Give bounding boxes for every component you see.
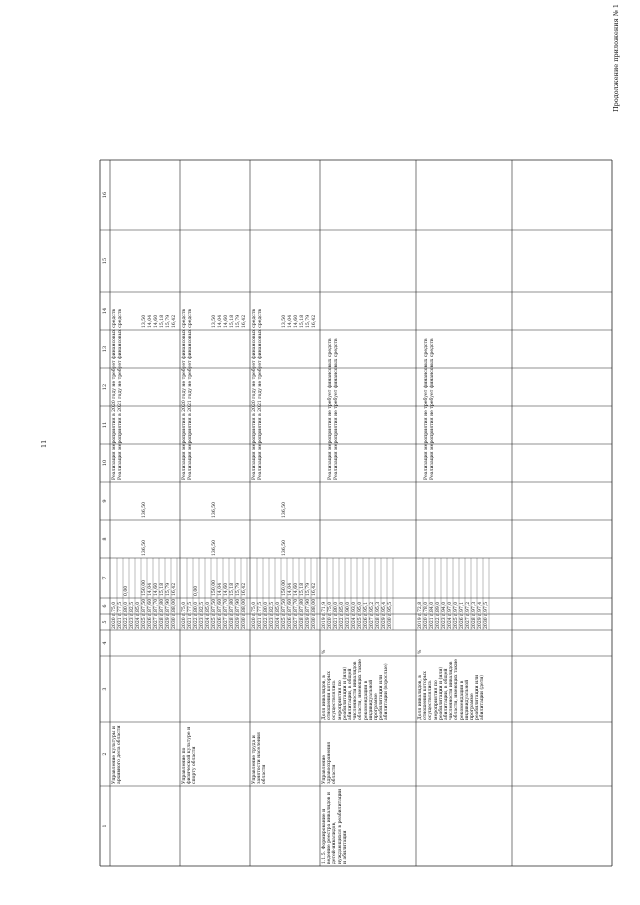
row-year: 2019 г. — [322, 611, 327, 629]
row-funding-note: Реализация мероприятия в 2020 году не требует финансовых средств — [112, 309, 117, 480]
row-year: 2023 г. — [442, 611, 447, 629]
column-number: 16 — [102, 191, 108, 199]
section-event-name: 1.1.5. Формирование и ведение реестра инвалидов и детей-инвалидов, нуждающихся в реабилитации и абилитации — [322, 788, 348, 864]
row-total-funding: 14,04 — [148, 582, 153, 596]
row-year: 2024 г. — [206, 611, 211, 629]
row-year: 2023 г. — [130, 611, 135, 629]
row-target-value: 87,70 — [154, 598, 159, 612]
column-number: 3 — [102, 687, 108, 691]
row-target-value: 80,0 — [194, 601, 199, 612]
row-target-value: 97,0 — [448, 601, 453, 612]
row-regional-funding: 16,42 — [172, 314, 177, 328]
row-total-funding: 16,42 — [172, 582, 177, 596]
row-year: 2026 г. — [364, 611, 369, 629]
row-total-funding: 16,42 — [242, 582, 247, 596]
column-number: 14 — [102, 307, 108, 315]
row-year: 2026 г. — [288, 611, 293, 629]
row-year: 2021 г. — [334, 611, 339, 629]
row-year: 2022 г. — [436, 611, 441, 629]
row-target-value: 97,3 — [472, 601, 477, 612]
row-total-funding: 15,79 — [306, 582, 311, 596]
row-funding-note: Реализация мероприятия в 2020 году не требует финансовых средств — [252, 309, 257, 480]
row-target-value: 87,90 — [166, 598, 171, 612]
row-regional-funding: 14,60 — [224, 314, 229, 328]
row-funding-note: Реализация мероприятия в 2021 году не требует финансовых средств — [258, 309, 263, 480]
row-target-value: 93,0 — [352, 601, 357, 612]
row-year: 2021 г. — [188, 611, 193, 629]
column-number: 11 — [102, 421, 108, 429]
row-year: 2022 г. — [340, 611, 345, 629]
row-target-value: 97,5 — [484, 601, 489, 612]
row-target-value: 80,0 — [334, 601, 339, 612]
row-regional-funding: 15,18 — [230, 314, 235, 328]
row-federal-2-funding: 136,50 — [142, 501, 147, 518]
page-number: 11 — [40, 439, 48, 448]
row-target-value: 75,0 — [112, 601, 117, 612]
column-number: 7 — [102, 576, 108, 580]
row-target-value: 82,5 — [270, 601, 275, 612]
row-target-value: 95,3 — [376, 601, 381, 612]
row-federal-funding: 136,50 — [212, 539, 217, 556]
column-number: 6 — [102, 604, 108, 608]
column-number: 2 — [102, 752, 108, 756]
row-target-value: 88,00 — [312, 598, 317, 612]
row-federal-funding: 136,50 — [142, 539, 147, 556]
row-total-funding: 15,79 — [236, 582, 241, 596]
row-target-value: 75,0 — [328, 601, 333, 612]
section-unit: % — [322, 649, 327, 654]
row-target-value: 77,5 — [258, 601, 263, 612]
row-funding-note: Реализация мероприятия не требует финансовых средств — [424, 338, 429, 480]
row-year: 2020 г. — [112, 611, 117, 629]
column-number: 1 — [102, 824, 108, 828]
row-funding-note: Реализация мероприятия в 2020 году не требует финансовых средств — [182, 309, 187, 480]
row-year: 2028 г. — [160, 611, 165, 629]
row-federal-2-funding: 136,50 — [212, 501, 217, 518]
column-number: 5 — [102, 620, 108, 624]
row-target-value: 87,50 — [142, 598, 147, 612]
row-year: 2026 г. — [148, 611, 153, 629]
row-funding-note: Реализация мероприятия не требует финансовых средств — [334, 338, 339, 480]
row-total-funding: 150,00 — [282, 579, 287, 596]
row-year: 2025 г. — [454, 611, 459, 629]
row-target-value: 85,0 — [136, 601, 141, 612]
row-target-value: 97,0 — [454, 601, 459, 612]
section-indicator: Доля инвалидов, в отношении которых осуществлялись мероприятия по реабилитации и (или) абилитации, в общей численности инвалидов области, имеющих такие рекомендации в индивидуальной программе реабилитации или абилитации (дети) — [418, 659, 486, 720]
row-regional-funding: 15,79 — [306, 314, 311, 328]
row-year: 2029 г. — [236, 611, 241, 629]
column-number: 15 — [102, 257, 108, 265]
row-year: 2025 г. — [142, 611, 147, 629]
row-year: 2020 г. — [424, 611, 429, 629]
row-year: 2024 г. — [136, 611, 141, 629]
row-total-funding: 15,79 — [166, 582, 171, 596]
row-year: 2023 г. — [346, 611, 351, 629]
row-target-value: 95,1 — [364, 601, 369, 612]
row-target-value: 82,5 — [200, 601, 205, 612]
row-target-value: 89,0 — [436, 601, 441, 612]
row-target-value: 87,70 — [294, 598, 299, 612]
row-year: 2024 г. — [352, 611, 357, 629]
row-total-funding: 15,18 — [300, 582, 305, 596]
row-target-value: 87,50 — [212, 598, 217, 612]
row-total-funding: 14,60 — [224, 582, 229, 596]
row-regional-funding: 16,42 — [312, 314, 317, 328]
section-unit: % — [418, 649, 423, 654]
row-funding-note: Реализация мероприятия в 2021 году не требует финансовых средств — [188, 309, 193, 480]
row-regional-funding: 15,18 — [160, 314, 165, 328]
row-year: 2025 г. — [358, 611, 363, 629]
row-target-value: 97,1 — [460, 601, 465, 612]
row-target-value: 80,0 — [124, 601, 129, 612]
row-year: 2021 г. — [430, 611, 435, 629]
column-number: 4 — [102, 641, 108, 645]
row-target-value: 87,80 — [160, 598, 165, 612]
row-year: 2030 г. — [388, 611, 393, 629]
rotated-table — [0, 10, 640, 880]
row-year: 2027 г. — [370, 611, 375, 629]
row-year: 2020 г. — [328, 611, 333, 629]
row-target-value: 85,0 — [206, 601, 211, 612]
row-year: 2024 г. — [448, 611, 453, 629]
row-year: 2027 г. — [294, 611, 299, 629]
row-year: 2030 г. — [242, 611, 247, 629]
row-year: 2020 г. — [252, 611, 257, 629]
row-target-value: 87,60 — [148, 598, 153, 612]
row-regional-funding: 13,50 — [212, 314, 217, 328]
row-target-value: 84,0 — [430, 601, 435, 612]
row-target-value: 95,0 — [358, 601, 363, 612]
row-target-value: 78,0 — [424, 601, 429, 612]
row-total-funding: 0,00 — [194, 585, 199, 596]
section-indicator: Доля инвалидов, в отношении которых осуществлялись мероприятия по реабилитации и (или) абилитации, в общей численности инвалидов области, имеющих такие рекомендации в индивидуальной программе реабилитации или абилитации (взрослые) — [322, 659, 390, 720]
row-target-value: 77,5 — [188, 601, 193, 612]
row-regional-funding: 13,50 — [282, 314, 287, 328]
row-total-funding: 150,00 — [142, 579, 147, 596]
row-target-value: 97,4 — [478, 601, 483, 612]
row-year: 2029 г. — [166, 611, 171, 629]
row-year: 2027 г. — [154, 611, 159, 629]
row-total-funding: 15,18 — [160, 582, 165, 596]
row-year: 2020 г. — [182, 611, 187, 629]
column-number: 9 — [102, 499, 108, 503]
section-executor: Управление здравоохранения области — [322, 741, 338, 784]
row-year: 2023 г. — [270, 611, 275, 629]
row-regional-funding: 14,04 — [288, 314, 293, 328]
row-target-value: 95,4 — [382, 601, 387, 612]
row-regional-funding: 15,18 — [300, 314, 305, 328]
row-funding-note: Реализация мероприятия в 2021 году не требует финансовых средств — [118, 309, 123, 480]
continuation-title: Продолжение приложения № 1 — [612, 3, 620, 112]
row-year: 2025 г. — [282, 611, 287, 629]
row-regional-funding: 15,79 — [236, 314, 241, 328]
row-year: 2026 г. — [460, 611, 465, 629]
row-target-value: 77,5 — [118, 601, 123, 612]
row-total-funding: 16,42 — [312, 582, 317, 596]
row-funding-note: Реализация мероприятия не требует финансовых средств — [430, 338, 435, 480]
row-regional-funding: 14,60 — [294, 314, 299, 328]
row-year: 2029 г. — [478, 611, 483, 629]
row-total-funding: 150,00 — [212, 579, 217, 596]
row-year: 2021 г. — [118, 611, 123, 629]
row-year: 2023 г. — [200, 611, 205, 629]
row-year: 2022 г. — [264, 611, 269, 629]
row-target-value: 87,60 — [288, 598, 293, 612]
row-year: 2029 г. — [306, 611, 311, 629]
row-target-value: 90,0 — [346, 601, 351, 612]
row-total-funding: 0,00 — [124, 585, 129, 596]
row-year: 2028 г. — [376, 611, 381, 629]
row-target-value: 72,8 — [418, 601, 423, 612]
row-target-value: 88,00 — [242, 598, 247, 612]
row-year: 2029 г. — [382, 611, 387, 629]
row-year: 2022 г. — [124, 611, 129, 629]
row-year: 2030 г. — [484, 611, 489, 629]
row-target-value: 87,70 — [224, 598, 229, 612]
row-year: 2030 г. — [172, 611, 177, 629]
row-target-value: 87,80 — [300, 598, 305, 612]
row-funding-note: Реализация мероприятия не требует финансовых средств — [328, 338, 333, 480]
row-federal-2-funding: 136,50 — [282, 501, 287, 518]
row-target-value: 75,0 — [252, 601, 257, 612]
column-number: 10 — [102, 459, 108, 467]
row-total-funding: 14,60 — [294, 582, 299, 596]
row-target-value: 85,0 — [340, 601, 345, 612]
row-target-value: 87,50 — [282, 598, 287, 612]
row-total-funding: 15,18 — [230, 582, 235, 596]
row-regional-funding: 14,04 — [218, 314, 223, 328]
section-executor: Управление труда и занятости населения области — [252, 732, 268, 784]
row-target-value: 87,90 — [306, 598, 311, 612]
row-target-value: 87,90 — [236, 598, 241, 612]
row-year: 2027 г. — [224, 611, 229, 629]
row-year: 2030 г. — [312, 611, 317, 629]
row-federal-funding: 136,50 — [282, 539, 287, 556]
row-year: 2024 г. — [276, 611, 281, 629]
row-total-funding: 14,04 — [288, 582, 293, 596]
row-target-value: 87,60 — [218, 598, 223, 612]
section-executor: Управление по физической культуре и спорту области — [182, 726, 198, 784]
row-target-value: 80,0 — [264, 601, 269, 612]
row-regional-funding: 14,04 — [148, 314, 153, 328]
row-year: 2028 г. — [300, 611, 305, 629]
row-year: 2026 г. — [218, 611, 223, 629]
row-year: 2021 г. — [258, 611, 263, 629]
row-target-value: 94,0 — [442, 601, 447, 612]
row-year: 2028 г. — [472, 611, 477, 629]
row-target-value: 88,00 — [172, 598, 177, 612]
column-number: 8 — [102, 537, 108, 541]
row-total-funding: 14,60 — [154, 582, 159, 596]
table-grid — [0, 10, 640, 880]
row-target-value: 82,5 — [130, 601, 135, 612]
row-total-funding: 14,04 — [218, 582, 223, 596]
row-year: 2025 г. — [212, 611, 217, 629]
row-target-value: 95,5 — [388, 601, 393, 612]
row-target-value: 75,0 — [182, 601, 187, 612]
row-year: 2022 г. — [194, 611, 199, 629]
column-number: 12 — [102, 383, 108, 391]
row-regional-funding: 15,79 — [166, 314, 171, 328]
row-year: 2019 г. — [418, 611, 423, 629]
row-target-value: 85,0 — [276, 601, 281, 612]
row-year: 2028 г. — [230, 611, 235, 629]
row-regional-funding: 16,42 — [242, 314, 247, 328]
row-year: 2027 г. — [466, 611, 471, 629]
row-target-value: 97,2 — [466, 601, 471, 612]
row-target-value: 71,9 — [322, 601, 327, 612]
column-number: 13 — [102, 345, 108, 353]
row-target-value: 95,2 — [370, 601, 375, 612]
row-target-value: 87,80 — [230, 598, 235, 612]
row-regional-funding: 13,50 — [142, 314, 147, 328]
section-executor: Управление культуры и архивного дела области — [112, 725, 123, 784]
row-regional-funding: 14,60 — [154, 314, 159, 328]
